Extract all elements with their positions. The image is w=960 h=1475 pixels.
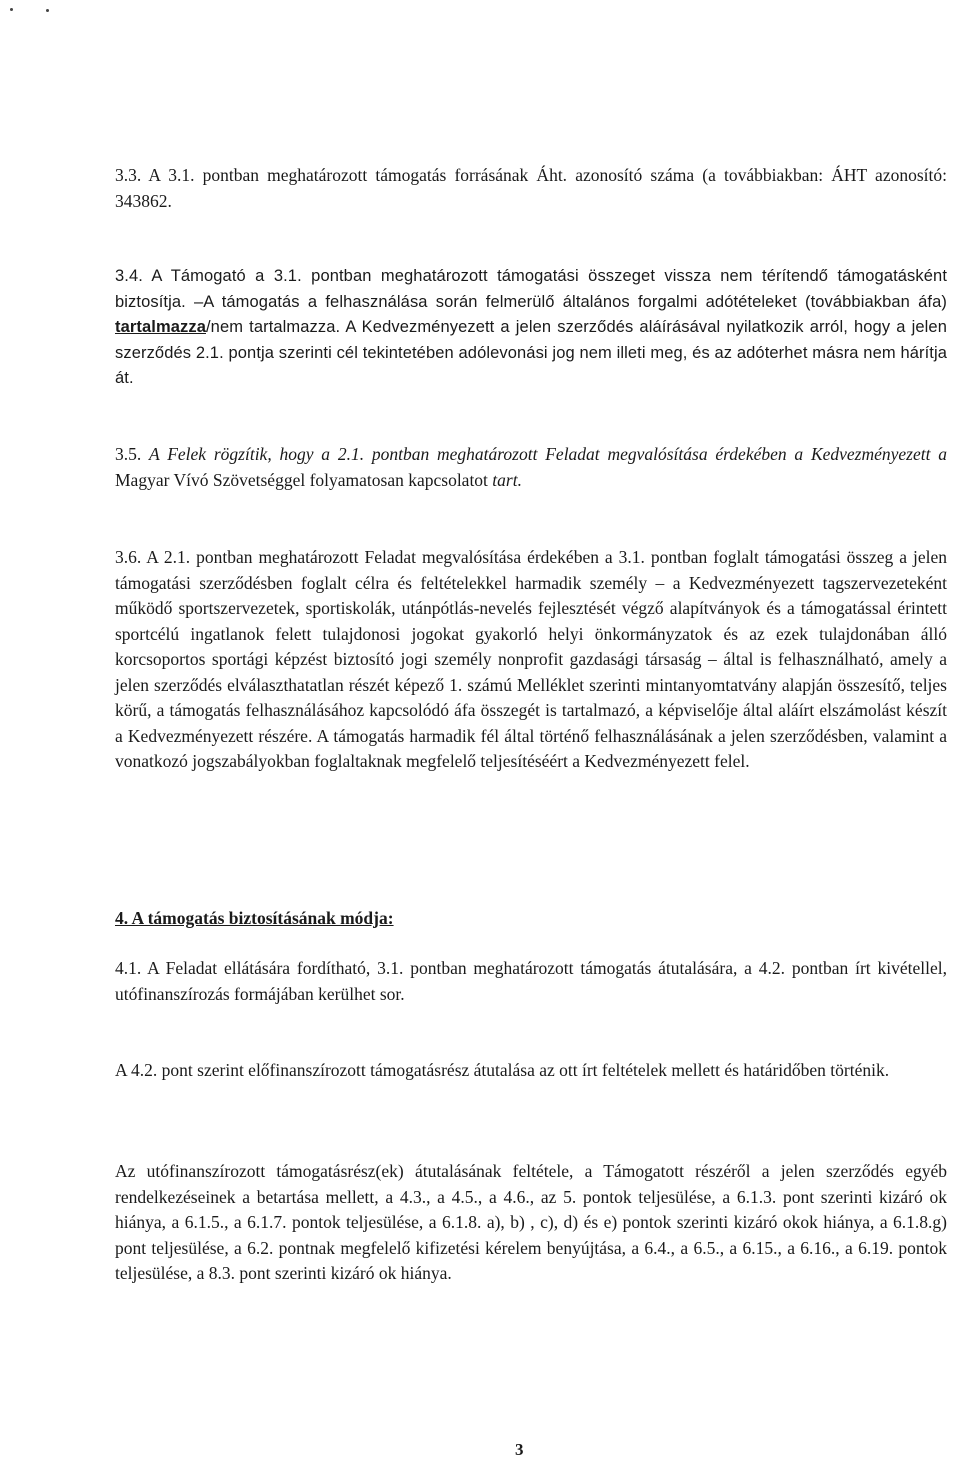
- paragraph-3-3-text: 3.3. A 3.1. pontban meghatározott támogatás forrásának Áht. azonosító száma (a továbbiakban: ÁHT azonosító: 343862.: [115, 165, 947, 211]
- paragraph-4-2-text: A 4.2. pont szerint előfinanszírozott támogatásrész átutalása az ott írt feltételek mellett és határidőben történik.: [115, 1060, 890, 1080]
- paragraph-3-4-text-2: /nem tartalmazza. A Kedvezményezett a jelen szerződés aláírásával nyilatkozik arról, hogy a jelen szerződés 2.1. pontja szerinti cél tekintetében adólevonási jog nem illeti meg, és az adóterhet másra nem hárítja át.: [115, 318, 947, 387]
- paragraph-3-6: [115, 545, 947, 775]
- paragraph-3-5-text-2: Magyar Vívó Szövetséggel folyamatosan kapcsolatot: [115, 469, 493, 490]
- paragraph-3-5-italic-2: tart.: [492, 469, 522, 490]
- paragraph-3-5-italic-1: A Felek rögzítik, hogy a 2.1. pontban meghatározott Feladat megvalósítása érdekében a Kedvezményezett a: [149, 444, 947, 464]
- paragraph-4-2: [115, 1058, 947, 1084]
- scan-speck: [46, 9, 49, 12]
- section-heading-4-text: 4. A támogatás biztosításának módja:: [115, 908, 394, 928]
- paragraph-4-3: [115, 1159, 947, 1287]
- paragraph-4-1-text: 4.1. A Feladat ellátására fordítható, 3.1. pontban meghatározott támogatás átutalására, a 4.2. pontban írt kivétellel, utófinanszírozás formájában kerülhet sor.: [115, 958, 947, 1004]
- paragraph-3-4-underlined-word: tartalmazza: [115, 318, 206, 336]
- paragraph-3-5: [115, 442, 947, 493]
- paragraph-3-3: [115, 163, 947, 214]
- paragraph-3-4-text-1: 3.4. A Támogató a 3.1. pontban meghatározott támogatási összeget vissza nem térítendő támogatásként biztosítja. –A támogatás a felhasználása során felmerülő általános forgalmi adótételeket (továbbiakban áfa): [115, 267, 947, 311]
- page-number: 3: [515, 1440, 524, 1459]
- paragraph-4-3-text: Az utófinanszírozott támogatásrész(ek) átutalásának feltétele, a Támogatott részéről a jelen szerződés egyéb rendelkezéseinek a betartása mellett, a 4.3., a 4.5., a 4.6., az 5. pontok teljesülése, a 6.1.3. pont szerinti kizáró ok hiánya, a 6.1.5., a 6.1.7. pontok teljesülése, a 6.1.8. a), b) , c), d) és e) pontok szerinti kizáró okok hiánya, a 6.1.8.g) pont teljesülése, a 6.2. pontnak megfelelő kifizetési kérelem benyújtása, a 6.4., a 6.5., a 6.15., a 6.16., a 6.19. pontok teljesülése, a 8.3. pont szerinti kizáró ok hiánya.: [115, 1161, 947, 1283]
- section-heading-4: [115, 906, 394, 931]
- paragraph-3-5-text-1: 3.5.: [115, 444, 150, 464]
- paragraph-4-1: [115, 956, 947, 1007]
- paragraph-3-4: [115, 264, 947, 392]
- paragraph-3-6-text: 3.6. A 2.1. pontban meghatározott Feladat megvalósítása érdekében a 3.1. pontban foglalt támogatási összeg a jelen támogatási szerződésben foglalt célra és feltételekkel harmadik személy – a Kedvezményezett tagszervezeteként működő sportszervezetek, sportiskolák, utánpótlás-nevelés fejlesztését végző alapítványok és a támogatással érintett sportcélú ingatlanok felett tulajdonosi jogokat gyakorló helyi önkormányzatok és az ezek tulajdonában álló korcsoportos sportági képzést biztosító jogi személy nonprofit gazdasági társaság – által is felhasználható, amely a jelen szerződés elválaszthatatlan részét képező 1. számú Melléklet szerinti mintanyomtatvány alapján összesítő, teljes körű, a támogatás felhasználásához kapcsolódó áfa összegét is tartalmazó, a képviselője által aláírt elszámolást készít a Kedvezményezett részére. A támogatás harmadik fél által történő felhasználásának a jelen szerződésben, valamint a vonatkozó jogszabályokban foglaltaknak megfelelő teljesítéséért a Kedvezményezett felel.: [115, 547, 947, 771]
- scan-speck: [10, 8, 13, 11]
